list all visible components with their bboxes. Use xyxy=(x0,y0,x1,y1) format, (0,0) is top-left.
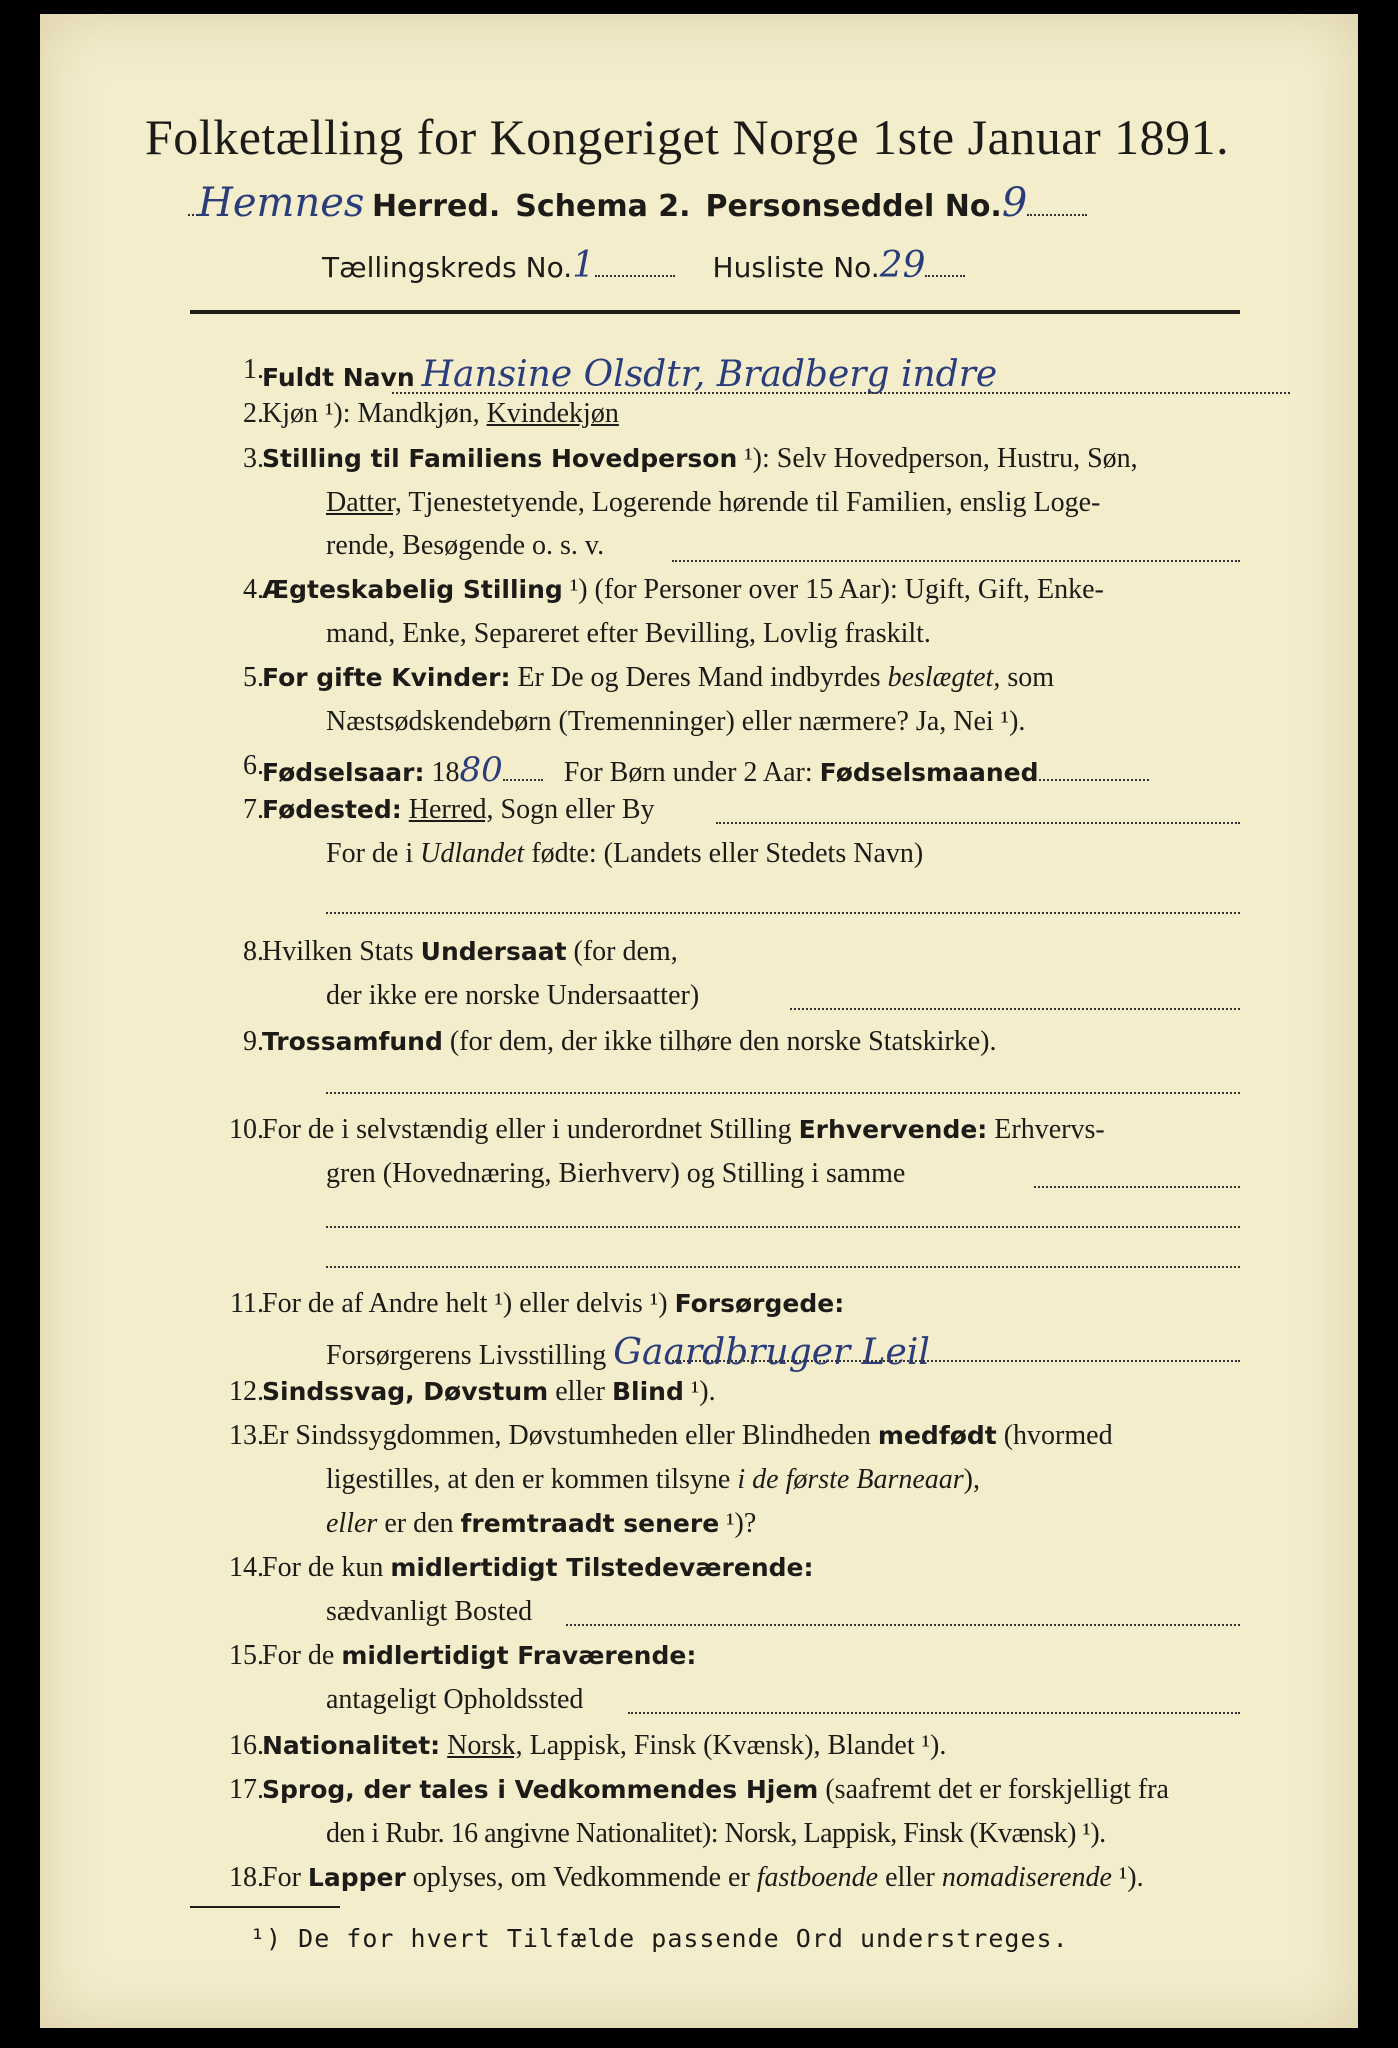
item-13-line-2 xyxy=(326,1464,980,1496)
occupation-text-2: Erhvervs- xyxy=(987,1114,1105,1145)
item-8-line-1 xyxy=(262,936,678,968)
birth-year-handwritten: 80 xyxy=(459,750,503,790)
item-3-line-3 xyxy=(326,530,604,562)
item-14-line-1 xyxy=(262,1552,814,1584)
item-10-line-1 xyxy=(262,1114,1105,1146)
birth-month-text: For Børn under 2 Aar: xyxy=(563,757,820,788)
personseddel-label: Personseddel No. xyxy=(705,189,1002,224)
item-3-line-2 xyxy=(326,487,1100,519)
item-13-line-1 xyxy=(262,1420,1113,1452)
sami-text: For xyxy=(262,1862,308,1893)
personseddel-number: 9 xyxy=(1001,180,1028,226)
sami-text-4: ¹). xyxy=(1111,1862,1144,1893)
congenital-text-8: ¹)? xyxy=(719,1508,757,1539)
family-position-options-3: rende, Besøgende o. s. v. xyxy=(326,530,605,561)
item-18 xyxy=(262,1862,1144,1894)
item-18-number: 18. xyxy=(229,1862,264,1893)
disability-label-2: Blind xyxy=(611,1377,684,1406)
citizenship-text-3: der ikke ere norske Undersaatter) xyxy=(326,980,700,1011)
marital-status-label: Ægteskabelig Stilling xyxy=(262,575,563,604)
item-12 xyxy=(262,1376,716,1408)
congenital-text-6: eller xyxy=(326,1508,378,1539)
gender-selected: Kvindekjøn xyxy=(486,398,619,429)
language-options: den i Rubr. 16 angivne Nationalitet): Norsk, Lappisk, Finsk (Kvænsk) ¹). xyxy=(326,1818,1106,1849)
item-15-number: 15. xyxy=(229,1640,264,1671)
item-5-number: 5. xyxy=(243,662,264,693)
item-7-line-2 xyxy=(326,838,923,870)
item-7-dotline-2 xyxy=(326,912,1240,914)
sami-label: Lapper xyxy=(307,1863,406,1892)
temporary-absent-label: midlertidigt Fraværende: xyxy=(341,1641,697,1670)
herred-label: Herred. xyxy=(371,189,501,224)
header-rule xyxy=(190,310,1240,314)
disability-text: eller xyxy=(548,1376,612,1407)
item-1-number: 1. xyxy=(243,354,264,385)
item-13-line-3 xyxy=(326,1508,756,1540)
provider-occupation-handwritten: Gaardbruger Leil xyxy=(613,1332,930,1373)
married-women-related: beslægtet, xyxy=(887,662,1001,693)
item-11-line-1 xyxy=(262,1288,844,1320)
full-name-dotline xyxy=(392,392,1290,394)
family-position-selected: Datter, xyxy=(326,487,402,518)
item-16-number: 16. xyxy=(229,1730,264,1761)
footnote-rule xyxy=(190,1906,340,1908)
schema-label: Schema 2. xyxy=(515,189,691,224)
sami-nomadic: nomadiserende xyxy=(941,1862,1112,1893)
religion-label: Trossamfund xyxy=(262,1027,443,1056)
item-7-dotline xyxy=(716,822,1240,824)
supported-text: For de af Andre helt ¹) eller delvis ¹) xyxy=(262,1288,675,1319)
herred-row xyxy=(188,180,1087,226)
married-women-question-end: som xyxy=(1000,662,1055,693)
congenital-label: medfødt xyxy=(877,1421,997,1450)
item-9-dotline xyxy=(326,1092,1240,1094)
item-15-line-1 xyxy=(262,1640,696,1672)
married-women-options: Næstsødskendebørn (Tremenninger) eller nærmere? Ja, Nei ¹). xyxy=(326,706,1026,737)
temporary-present-label: midlertidigt Tilstedeværende: xyxy=(390,1553,814,1582)
temporary-present-text: For de kun xyxy=(262,1552,391,1583)
disability-label: Sindssvag, Døvstum xyxy=(262,1377,549,1406)
herred-handwritten: Hemnes xyxy=(198,180,365,226)
item-3-line-1 xyxy=(262,443,1138,475)
marital-status-options-2: mand, Enke, Separeret efter Bevilling, Lovlig fraskilt. xyxy=(326,618,931,649)
item-8-number: 8. xyxy=(243,936,264,967)
citizenship-text: Hvilken Stats xyxy=(262,936,421,967)
marital-status-options: ¹) (for Personer over 15 Aar): Ugift, Gift, Enke- xyxy=(562,574,1104,605)
item-14-dotline xyxy=(566,1624,1240,1626)
birthplace-label: Fødested: xyxy=(262,795,402,824)
abroad-text-3: fødte: (Landets eller Stedets Navn) xyxy=(524,838,924,869)
item-1 xyxy=(262,354,997,395)
item-10-dotline xyxy=(1034,1186,1240,1188)
kreds-row xyxy=(322,245,965,286)
form-title: Folketælling for Kongeriget Norge 1ste Januar 1891. xyxy=(145,109,1230,165)
item-7-number: 7. xyxy=(243,794,264,825)
item-14-line-2 xyxy=(326,1596,532,1628)
item-15-dotline xyxy=(628,1712,1240,1714)
full-name-label: Fuldt Navn xyxy=(262,363,415,392)
item-8-line-2 xyxy=(326,980,699,1012)
item-9-number: 9. xyxy=(243,1026,264,1057)
item-12-number: 12. xyxy=(229,1376,264,1407)
item-17-line-1 xyxy=(262,1774,1169,1806)
abroad-text-2: Udlandet xyxy=(420,838,525,869)
congenital-text-7: er den xyxy=(377,1508,461,1539)
footnote: ¹) De for hvert Tilfælde passende Ord understreges. xyxy=(250,1924,1069,1953)
item-4-line-2 xyxy=(326,618,931,650)
item-11-dotline xyxy=(672,1360,1240,1362)
item-4-line-1 xyxy=(262,574,1104,606)
congenital-text: Er Sindssygdommen, Døvstumheden eller Blindheden xyxy=(262,1420,878,1451)
language-text: (saafremt det er forskjelligt fra xyxy=(818,1774,1169,1805)
birth-year-prefix: 18 xyxy=(424,757,460,788)
family-position-options: ¹): Selv Hovedperson, Hustru, Søn, xyxy=(737,443,1138,474)
birthplace-selected: Herred, xyxy=(408,794,494,825)
item-10-line-2 xyxy=(326,1158,905,1190)
presumed-residence-label: antageligt Opholdssted xyxy=(326,1684,584,1715)
married-women-question: Er De og Deres Mand indbyrdes xyxy=(510,662,888,693)
item-3-number: 3. xyxy=(243,443,264,474)
husliste-number: 29 xyxy=(879,245,926,286)
occupation-text: For de i selvstændig eller i underordnet Stilling xyxy=(262,1114,799,1145)
husliste-label: Husliste No. xyxy=(712,251,880,284)
congenital-text-2: (hvormed xyxy=(996,1420,1113,1451)
nationality-selected: Norsk, xyxy=(447,1730,523,1761)
item-10-dotline-3 xyxy=(326,1266,1240,1268)
occupation-label: Erhvervende: xyxy=(798,1115,988,1144)
item-6 xyxy=(262,750,1149,790)
congenital-text-4: i de første Barneaar xyxy=(737,1464,964,1495)
item-13-number: 13. xyxy=(229,1420,264,1451)
nationality-options: Lappisk, Finsk (Kvænsk), Blandet ¹). xyxy=(522,1730,947,1761)
item-9 xyxy=(262,1026,996,1058)
item-10-dotline-2 xyxy=(326,1226,1240,1228)
item-5-line-2 xyxy=(326,706,1025,738)
sami-settled: fastboende xyxy=(756,1862,879,1893)
item-11-line-2 xyxy=(326,1332,930,1373)
item-4-number: 4. xyxy=(243,574,264,605)
gender-options: Kjøn ¹): Mandkjøn, xyxy=(262,398,487,429)
congenital-text-3: ligestilles, at den er kommen tilsyne xyxy=(326,1464,738,1495)
item-15-line-2 xyxy=(326,1684,583,1716)
abroad-text-1: For de i xyxy=(326,838,421,869)
birthplace-options: Sogn eller By xyxy=(493,794,655,825)
occupation-text-3: gren (Hovednæring, Bierhverv) og Stilling i samme xyxy=(326,1158,906,1189)
sami-text-2: oplyses, om Vedkommende er xyxy=(405,1862,757,1893)
married-women-label: For gifte Kvinder: xyxy=(262,663,511,692)
item-5-line-1 xyxy=(262,662,1054,694)
item-17-line-2 xyxy=(326,1818,1106,1850)
usual-residence-label: sædvanligt Bosted xyxy=(326,1596,533,1627)
birth-year-label: Fødselsaar: xyxy=(262,758,425,787)
provider-occupation-label: Forsørgerens Livsstilling xyxy=(326,1340,607,1371)
nationality-label: Nationalitet: xyxy=(262,1731,441,1760)
citizenship-text-2: (for dem, xyxy=(566,936,678,967)
citizenship-label: Undersaat xyxy=(420,937,567,966)
item-2-number: 2. xyxy=(243,398,264,429)
religion-text: (for dem, der ikke tilhøre den norske Statskirke). xyxy=(442,1026,997,1057)
item-6-number: 6. xyxy=(243,750,264,781)
language-label: Sprog, der tales i Vedkommendes Hjem xyxy=(262,1775,819,1804)
census-form-sheet xyxy=(40,14,1358,2028)
sami-text-3: eller xyxy=(878,1862,942,1893)
full-name-handwritten: Hansine Olsdtr, Bradberg indre xyxy=(421,354,998,395)
item-7-line-1 xyxy=(262,794,655,826)
kreds-number: 1 xyxy=(572,245,596,286)
family-position-options-2: Tjenestetyende, Logerende hørende til Familien, enslig Loge- xyxy=(401,487,1101,518)
temporary-absent-text: For de xyxy=(262,1640,342,1671)
item-2 xyxy=(262,398,619,430)
supported-label: Forsørgede: xyxy=(674,1289,845,1318)
congenital-label-2: fremtraadt senere xyxy=(460,1509,720,1538)
item-11-number: 11. xyxy=(230,1288,264,1319)
kreds-label: Tællingskreds No. xyxy=(322,251,573,284)
item-14-number: 14. xyxy=(229,1552,264,1583)
item-16 xyxy=(262,1730,946,1762)
family-position-label: Stilling til Familiens Hovedperson xyxy=(262,444,738,473)
item-3-dotline xyxy=(672,560,1240,562)
item-8-dotline xyxy=(790,1008,1240,1010)
congenital-text-5: ), xyxy=(963,1464,980,1495)
disability-text-2: ¹). xyxy=(683,1376,716,1407)
birth-month-label: Fødselsmaaned xyxy=(819,758,1039,787)
item-17-number: 17. xyxy=(229,1774,264,1805)
item-10-number: 10. xyxy=(229,1114,264,1145)
